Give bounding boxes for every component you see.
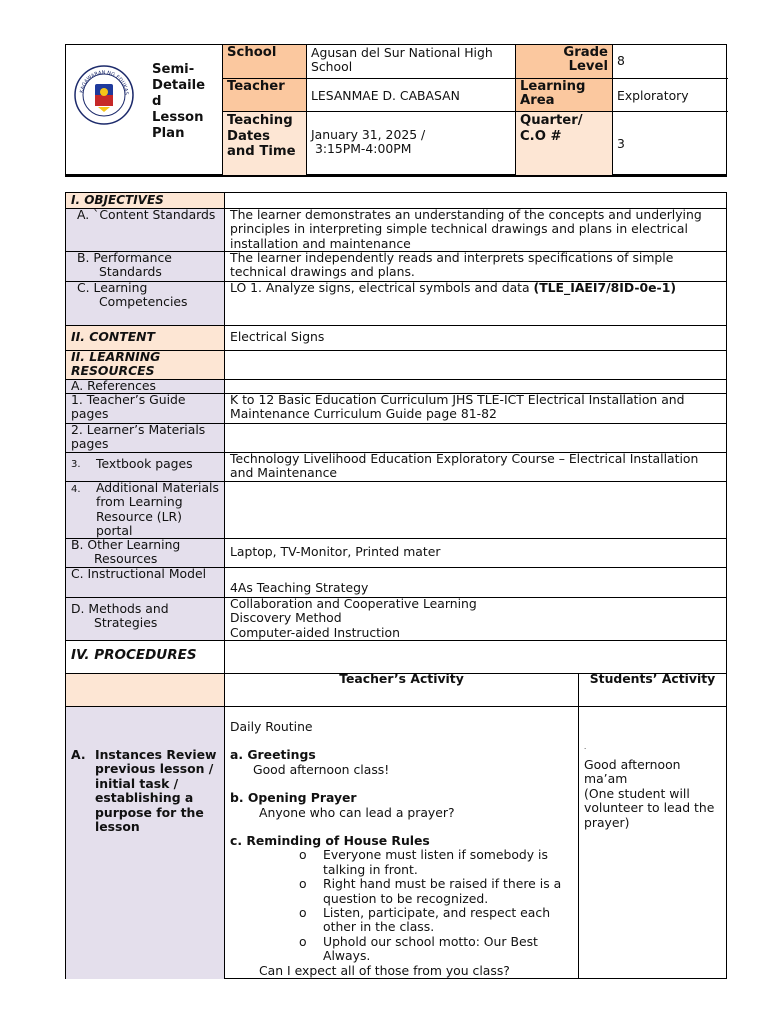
list-item: o Everyone must listen if somebody is talking in front. [299,847,548,877]
list-item: o Right hand must be raised if there is a question to be recognized. [299,876,562,906]
content-standards-value: The learner demonstrates an understanding of the concepts and underlying principles in interpreting simple technical drawings and plans in electrical installation and maintenance [230,207,702,251]
instructional-model-value: 4As Teaching Strategy [230,580,369,595]
methods-label: D. Methods and Strategies [71,601,169,631]
learners-materials-label: 2. Learner’s Materials pages [71,422,206,452]
step-a-label: Instances Review previous lesson / initial task / establishing a purpose for the lesson [95,747,217,835]
school-value: Agusan del Sur National High School [311,45,493,75]
student-marker: . [584,743,587,751]
svg-text:KAGAWARAN NG EDUKASYON: KAGAWARAN NG EDUKAS [79,69,130,96]
additional-materials-label: Additional Materials from Learning Resource (LR) portal [96,480,219,539]
lesson-plan-table [65,192,727,979]
school-label: School [223,45,306,78]
deped-seal-logo [74,65,134,125]
greetings-text: Good afternoon class! [253,761,390,777]
additional-number: 4. [71,484,81,495]
dates-value: January 31, 2025 / 3:15PM-4:00PM [311,127,426,157]
grade-label: Grade Level [516,45,612,78]
header-table [65,44,727,177]
teacher-activity-header: Teacher’s Activity [339,671,464,686]
textbook-value: Technology Livelihood Education Exploratory Course – Electrical Installation and Maintenance [230,451,699,481]
students-activity-header: Students’ Activity [589,671,716,686]
grade-value: 8 [617,53,625,68]
performance-standards-label: B. Performance Standards [77,250,172,280]
content-heading: II. CONTENT [71,329,155,344]
other-resources-value: Laptop, TV-Monitor, Printed mater [230,544,441,559]
daily-routine-label: Daily Routine [230,719,313,734]
quarter-label: Quarter/ C.O # [516,112,612,175]
competency-code: (TLE_IAEI7/8ID-0e-1) [533,280,676,295]
teacher-label: Teacher [223,79,306,111]
teacher-value: LESANMAE D. CABASAN [311,88,460,103]
dates-label: Teaching Dates and Time [223,112,306,175]
prayer-text: Anyone who can lead a prayer? [259,804,455,820]
objectives-heading: I. OBJECTIVES [71,193,164,207]
teachers-guide-label: 1. Teacher’s Guide pages [71,392,186,422]
teacher-activity-content [225,720,578,978]
greetings-heading: a. Greetings [230,747,316,763]
list-item: o Uphold our school motto: Our Best Always. [299,933,538,964]
procedures-heading: IV. PROCEDURES [71,647,197,663]
content-standards-label: A. `Content Standards [77,207,216,222]
competencies-label: C. Learning Competencies [77,280,188,310]
step-a-number: A. [71,747,86,762]
prayer-heading: b. Opening Prayer [230,790,357,806]
performance-standards-value: The learner independently reads and interprets specifications of simple technical drawings and plans. [230,250,674,280]
textbook-number: 3. [71,459,81,470]
quarter-value: 3 [617,136,625,151]
instructional-model-label: C. Instructional Model [71,566,207,581]
students-activity-content: Good afternoon ma’am (One student will volunteer to lead the prayer) [584,757,715,830]
references-label: A. References [71,378,156,393]
other-resources-label: B. Other Learning Resources [71,537,181,567]
area-value: Exploratory [617,88,689,103]
area-label: Learning Area [516,79,612,111]
textbook-label: Textbook pages [96,456,193,471]
content-value: Electrical Signs [230,329,325,344]
competencies-value: LO 1. Analyze signs, electrical symbols and data (TLE_IAEI7/8ID-0e-1) [230,280,676,295]
document-title: Semi- Detaile d Lesson Plan [152,62,206,141]
methods-value: Collaboration and Cooperative Learning Discovery Method Computer-aided Instruction [230,596,477,640]
list-item: o Listen, participate, and respect each other in the class. [299,905,551,935]
resources-heading: II. LEARNING RESOURCES [71,349,161,379]
expectation-text: Can I expect all of those from you class? [259,962,510,978]
house-rules-list [299,848,569,963]
teachers-guide-value: K to 12 Basic Education Curriculum JHS TLE-ICT Electrical Installation and Maintenance Curriculum Guide page 81-82 [230,392,685,422]
house-rules-heading: c. Reminding of House Rules [230,833,430,849]
